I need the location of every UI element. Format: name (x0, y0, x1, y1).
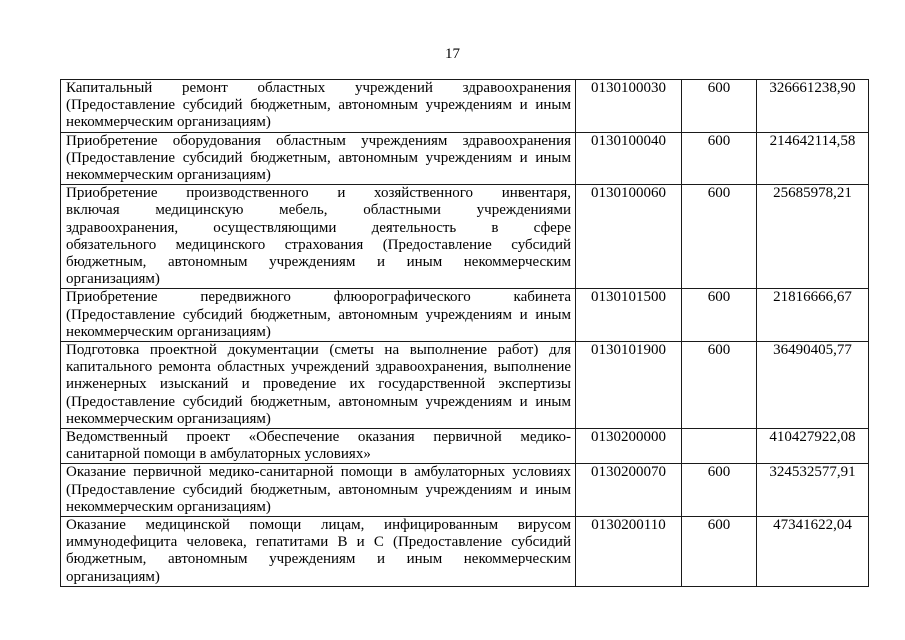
amount-cell: 21816666,67 (757, 289, 869, 342)
table-row (61, 517, 869, 587)
description-line: бюджетным, автономным учреждениям и иным некоммерческим (66, 254, 571, 271)
expense-type-cell: 600 (682, 80, 757, 133)
description-line: иммунодефицита человека, гепатитами В и С (Предоставление субсидий (66, 534, 571, 551)
description-cell (61, 80, 576, 133)
description-line: некоммерческим организациям) (66, 498, 271, 515)
code-cell: 0130200000 (576, 429, 682, 464)
amount-cell: 36490405,77 (757, 342, 869, 429)
description-line: инженерных изысканий и проведение их государственной экспертизы (66, 376, 571, 393)
amount-cell: 410427922,08 (757, 429, 869, 464)
amount-cell: 214642114,58 (757, 132, 869, 185)
description-line: Приобретение передвижного флюорографического кабинета (66, 289, 571, 306)
description-line: бюджетным, автономным учреждениям и иным некоммерческим (66, 551, 571, 568)
table-row (61, 342, 869, 429)
table-row (61, 289, 869, 342)
description-line: организациям) (66, 568, 160, 585)
expense-type-cell: 600 (682, 185, 757, 289)
expense-type-cell: 600 (682, 132, 757, 185)
description-line: санитарной помощи в амбулаторных условиях» (66, 446, 371, 463)
code-cell: 0130101900 (576, 342, 682, 429)
description-cell (61, 289, 576, 342)
description-line: некоммерческим организациям) (66, 114, 271, 131)
description-line: включая медицинскую мебель, областными учреждениями (66, 202, 571, 219)
description-line: (Предоставление субсидий бюджетным, автономным учреждениям и иным (66, 393, 571, 410)
description-line: (Предоставление субсидий бюджетным, автономным учреждениям и иным (66, 306, 571, 323)
amount-cell: 326661238,90 (757, 80, 869, 133)
code-cell: 0130200110 (576, 517, 682, 587)
expense-type-cell: 600 (682, 289, 757, 342)
description-line: Приобретение оборудования областным учреждениям здравоохранения (66, 132, 571, 149)
amount-cell: 25685978,21 (757, 185, 869, 289)
amount-cell: 47341622,04 (757, 517, 869, 587)
description-line: некоммерческим организациям) (66, 167, 271, 184)
table-row (61, 464, 869, 517)
expense-type-cell: 600 (682, 342, 757, 429)
table-row (61, 185, 869, 289)
description-line: (Предоставление субсидий бюджетным, автономным учреждениям и иным (66, 149, 571, 166)
description-line: (Предоставление субсидий бюджетным, автономным учреждениям и иным (66, 97, 571, 114)
description-line: некоммерческим организациям) (66, 323, 271, 340)
code-cell: 0130100030 (576, 80, 682, 133)
description-cell (61, 132, 576, 185)
code-cell: 0130100040 (576, 132, 682, 185)
description-line: Ведомственный проект «Обеспечение оказания первичной медико- (66, 429, 571, 446)
description-line: Оказание первичной медико-санитарной помощи в амбулаторных условиях (66, 464, 571, 481)
budget-table (60, 79, 869, 587)
description-line: организациям) (66, 271, 160, 288)
description-cell (61, 429, 576, 464)
page-number: 17 (445, 46, 460, 62)
expense-type-cell (682, 429, 757, 464)
code-cell: 0130100060 (576, 185, 682, 289)
description-cell (61, 342, 576, 429)
code-cell: 0130101500 (576, 289, 682, 342)
description-cell (61, 185, 576, 289)
table-row (61, 429, 869, 464)
amount-cell: 324532577,91 (757, 464, 869, 517)
description-line: здравоохранения, осуществляющими деятельность в сфере (66, 219, 571, 236)
expense-type-cell: 600 (682, 464, 757, 517)
expense-type-cell: 600 (682, 517, 757, 587)
table-body (61, 80, 869, 587)
code-cell: 0130200070 (576, 464, 682, 517)
description-line: Капитальный ремонт областных учреждений здравоохранения (66, 80, 571, 96)
description-line: некоммерческим организациям) (66, 410, 271, 427)
description-line: (Предоставление субсидий бюджетным, автономным учреждениям и иным (66, 481, 571, 498)
description-line: Подготовка проектной документации (сметы на выполнение работ) для (66, 342, 571, 359)
description-cell (61, 464, 576, 517)
description-line: обязательного медицинского страхования (Предоставление субсидий (66, 236, 571, 253)
description-line: капитального ремонта областных учреждений здравоохранения, выполнение (66, 359, 571, 376)
description-line: Оказание медицинской помощи лицам, инфицированным вирусом (66, 517, 571, 534)
table-row (61, 80, 869, 133)
table-row (61, 132, 869, 185)
description-line: Приобретение производственного и хозяйственного инвентаря, (66, 185, 571, 202)
description-cell (61, 517, 576, 587)
